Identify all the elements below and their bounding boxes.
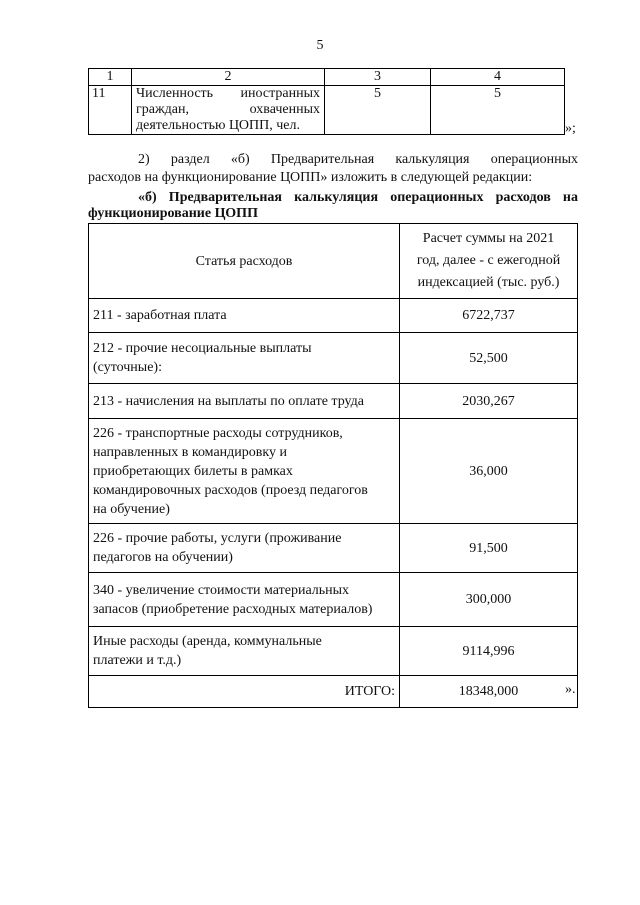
description-line: деятельностью ЦОПП, чел.: [136, 118, 300, 133]
table-row: [89, 419, 578, 524]
expense-item: [89, 573, 400, 627]
continuation-table: [88, 68, 565, 135]
header-line: индексацией (тыс. руб.): [417, 275, 560, 290]
table-row: [89, 627, 578, 676]
page-number: 5: [316, 38, 324, 53]
header-line: год, далее - с ежегодной: [416, 253, 561, 268]
expense-value: 91,500: [400, 524, 578, 573]
item-line: приобретающих билеты в рамках: [93, 463, 293, 479]
table-row: [89, 86, 565, 135]
row-value: 5: [325, 86, 431, 135]
header-cell: 1: [89, 69, 132, 86]
item-line: направленных в командировку и: [93, 444, 287, 460]
item-line: 213 - начисления на выплаты по оплате труда: [93, 393, 364, 409]
expense-value: 6722,737: [400, 299, 578, 333]
description-line: граждан, охваченных: [136, 102, 320, 117]
header-cell: 3: [325, 69, 431, 86]
table-row: [89, 299, 578, 333]
expense-value: 300,000: [400, 573, 578, 627]
item-line: 211 - заработная плата: [93, 308, 227, 323]
total-row: [89, 676, 578, 708]
header-line: Расчет суммы на 2021: [422, 231, 555, 246]
item-line: на обучение): [93, 501, 170, 517]
total-label: ИТОГО:: [89, 676, 400, 708]
table-row: [89, 524, 578, 573]
paragraph-line: 2) раздел «б) Предварительная калькуляция операционных: [138, 152, 578, 167]
header-cell: 2: [132, 69, 325, 86]
expense-item: [89, 299, 400, 333]
table-row: [89, 384, 578, 419]
expense-table: [88, 223, 578, 708]
item-line: 340 - увеличение стоимости материальных: [93, 582, 350, 598]
expense-item: [89, 384, 400, 419]
item-line: платежи и т.д.): [93, 653, 182, 668]
item-line: 212 - прочие несоциальные выплаты: [93, 341, 312, 356]
expense-item: [89, 524, 400, 573]
expense-value: 9114,996: [400, 627, 578, 676]
paragraph-line: расходов на функционирование ЦОПП» изложить в следующей редакции:: [88, 170, 533, 185]
item-line: (суточные):: [93, 360, 162, 375]
section-heading: функционирование ЦОПП: [88, 206, 258, 221]
item-line: педагогов на обучении): [93, 550, 233, 565]
closing-quote: »;: [565, 121, 576, 136]
column-header: Статья расходов: [89, 224, 400, 299]
item-line: командировочных расходов (проезд педагогов: [93, 482, 368, 498]
closing-quote: ».: [565, 682, 576, 697]
total-value: 18348,000: [400, 676, 578, 708]
table-header-row: [89, 224, 578, 299]
expense-item: [89, 627, 400, 676]
expense-value: 36,000: [400, 419, 578, 524]
item-line: 226 - транспортные расходы сотрудников,: [93, 425, 343, 441]
table-row: [89, 573, 578, 627]
section-heading: «б) Предварительная калькуляция операционных расходов на: [138, 190, 578, 205]
table-header-row: [89, 69, 565, 86]
expense-item: [89, 333, 400, 384]
item-line: 226 - прочие работы, услуги (проживание: [93, 531, 342, 546]
expense-value: 2030,267: [400, 384, 578, 419]
row-description: [132, 86, 325, 135]
description-line: Численность иностранных: [136, 86, 320, 101]
row-number: 11: [89, 86, 132, 135]
item-line: Иные расходы (аренда, коммунальные: [93, 634, 322, 649]
table-row: [89, 333, 578, 384]
expense-value: 52,500: [400, 333, 578, 384]
header-cell: 4: [431, 69, 565, 86]
expense-item: [89, 419, 400, 524]
column-header: [400, 224, 578, 299]
item-line: запасов (приобретение расходных материалов): [93, 601, 373, 617]
row-value: 5: [431, 86, 565, 135]
